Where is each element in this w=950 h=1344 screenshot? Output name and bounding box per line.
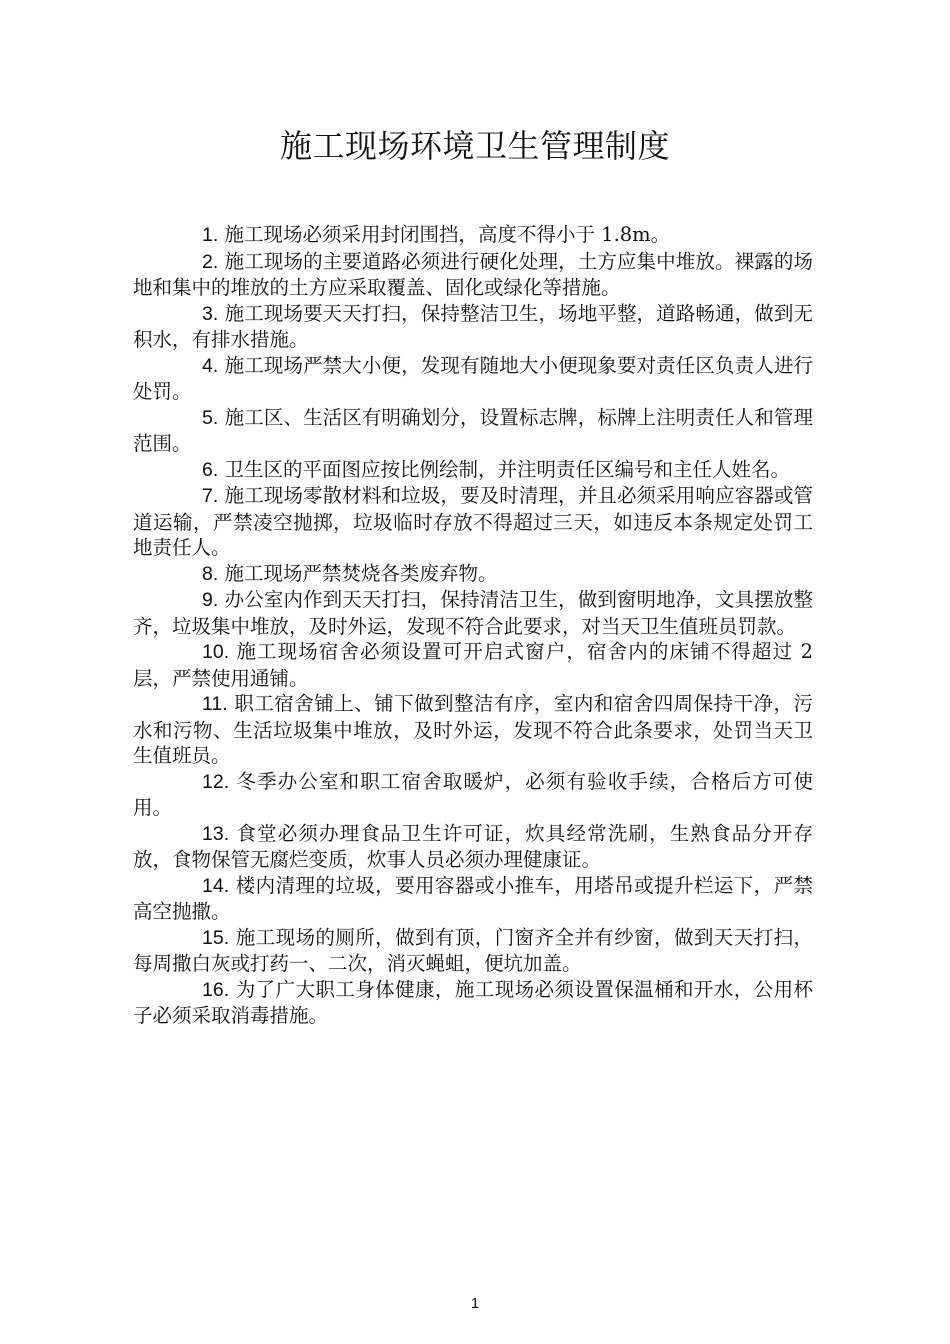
regulation-list [133,222,813,1029]
regulation-item [133,457,813,484]
item-text: 施工区、生活区有明确划分，设置标志牌，标牌上注明责任人和管理范围。 [133,405,813,455]
item-number: 11. [202,693,228,715]
regulation-item [133,977,813,1029]
regulation-item [133,249,813,301]
item-text: 楼内清理的垃圾，要用容器或小推车，用塔吊或提升栏运下，严禁高空抛撒。 [133,873,813,923]
item-text: 施工现场的厕所，做到有顶，门窗齐全并有纱窗，做到天天打扫，每周撒白灰或打药一、二次，消灭蝇蛆，便坑加盖。 [133,925,813,975]
regulation-item [133,405,813,457]
regulation-item [133,483,813,561]
regulation-item [133,561,813,588]
item-text: 施工现场零散材料和垃圾，要及时清理，并且必须采用响应容器或管道运输，严禁凌空抛掷，垃圾临时存放不得超过三天，如违反本条规定处罚工地责任人。 [133,484,813,559]
regulation-item [133,873,813,925]
regulation-item [133,353,813,405]
item-text: 施工现场要天天打扫，保持整洁卫生，场地平整，道路畅通，做到无积水，有排水措施。 [133,301,813,351]
regulation-item [133,301,813,353]
item-number: 4. [202,354,219,377]
page-number: 1 [470,1295,480,1312]
regulation-item [133,821,813,873]
regulation-item [133,587,813,639]
item-number: 7. [202,485,219,507]
item-text: 为了广大职工身体健康，施工现场必须设置保温桶和开水，公用杯子必须采取消毒措施。 [133,977,813,1027]
item-text: 施工现场宿舍必须设置可开启式窗户，宿舍内的床铺不得超过 2 层，严禁使用通铺。 [133,640,813,690]
item-number: 3. [202,302,219,325]
document-title: 施工现场环境卫生管理制度 [279,127,670,165]
item-number: 14. [202,874,230,897]
regulation-item [133,925,813,977]
regulation-item [133,691,813,769]
item-text: 冬季办公室和职工宿舍取暖炉，必须有验收手续，合格后方可使用。 [133,769,813,819]
regulation-item [133,639,813,691]
item-number: 15. [202,926,230,949]
item-text: 施工现场的主要道路必须进行硬化处理，土方应集中堆放。裸露的场地和集中的堆放的土方应采取覆盖、固化或绿化等措施。 [133,249,813,299]
regulation-item [133,769,813,821]
item-number: 9. [202,589,219,611]
item-number: 2. [202,250,219,273]
item-number: 13. [202,822,230,845]
item-text: 卫生区的平面图应按比例绘制，并注明责任区编号和主任人姓名。 [224,457,790,481]
item-number: 12. [202,770,230,793]
item-number: 16. [202,978,230,1001]
item-number: 1. [202,224,219,246]
item-text: 食堂必须办理食品卫生许可证，炊具经常洗刷，生熟食品分开存放，食物保管无腐烂变质，炊事人员必须办理健康证。 [133,821,813,871]
item-number: 8. [202,562,219,585]
item-number: 6. [202,458,219,481]
item-text: 办公室内作到天天打扫，保持清洁卫生，做到窗明地净，文具摆放整齐，垃圾集中堆放，及时外运，发现不符合此要求，对当天卫生值班员罚款。 [133,588,813,638]
item-text: 职工宿舍铺上、铺下做到整洁有序，室内和宿舍四周保持干净，污水和污物、生活垃圾集中堆放，及时外运，发现不符合此条要求，处罚当天卫生值班员。 [133,692,813,767]
item-number: 5. [202,406,219,429]
regulation-item [133,222,813,249]
item-text: 施工现场必须采用封闭围挡，高度不得小于 1.8m。 [224,223,671,246]
item-number: 10. [202,641,230,663]
item-text: 施工现场严禁焚烧各类废弃物。 [224,561,498,585]
item-text: 施工现场严禁大小便，发现有随地大小便现象要对责任区负责人进行处罚。 [133,353,813,403]
